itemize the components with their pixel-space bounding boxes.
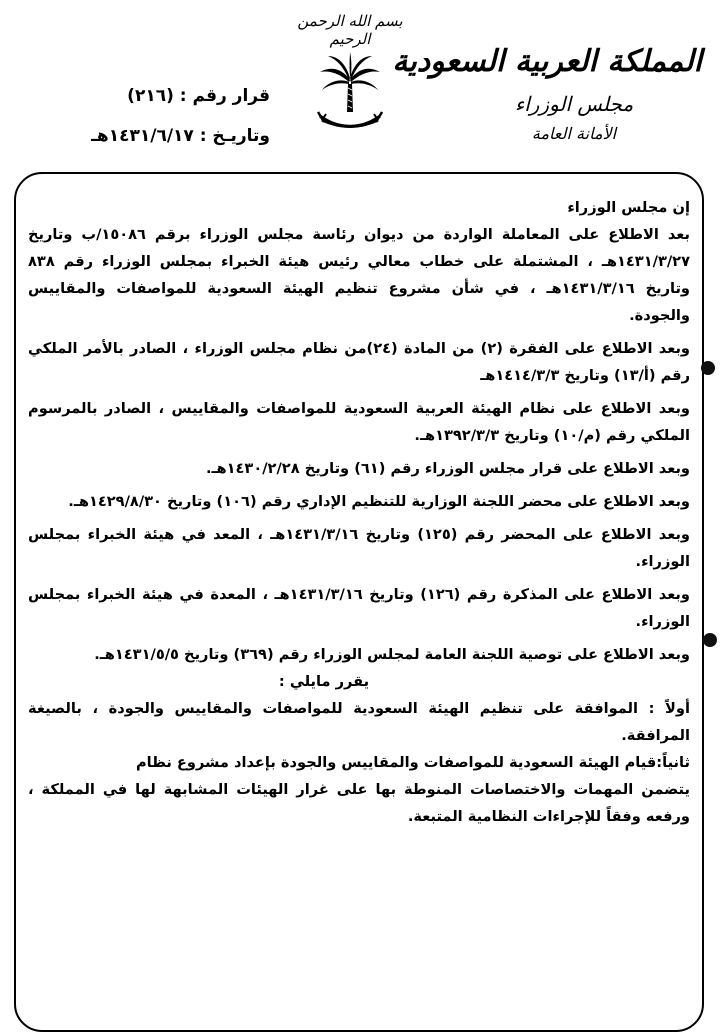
decision-date: وتاريـخ : ١٤٣١/٦/١٧هـ: [91, 126, 270, 146]
opening-line: إن مجلس الوزراء: [567, 199, 690, 216]
secretariat-title: الأمانة العامة: [531, 124, 617, 143]
council-title: مجلس الوزراء: [514, 92, 634, 116]
clause-second: ثانياً:قيام الهيئة السعودية للمواصفات والمقاييس والجودة بإعداد مشروع نظام: [135, 754, 690, 771]
paragraph: بعد الاطلاع على المعاملة الواردة من ديوان رئاسة مجلس الوزراء برقم ١٥٠٨٦/ب وتاريخ ١٤٣١/٣/٢٧هـ ، المشتملة على خطاب معالي رئيس هيئة الخبراء بمجلس الوزراء رقم ٨٣٨ وتاريخ ١٤٣١/٣/١٦هـ ، في شأن مشروع تنظيم الهيئة السعودية للمواصفات والمقاييس والجودة.: [28, 226, 690, 324]
paragraph: وبعد الاطلاع على الفقرة (٢) من المادة (٢٤)من نظام مجلس الوزراء ، الصادر بالأمر الملكي رقم (أ/١٣) وتاريخ ١٤١٤/٣/٣هـ: [28, 340, 690, 384]
paragraph: وبعد الاطلاع على المذكرة رقم (١٢٦) وتاريخ ١٤٣١/٣/١٦هـ ، المعدة في هيئة الخبراء بمجلس الوزراء.: [28, 586, 690, 630]
decision-number: قرار رقم : (٢١٦): [127, 86, 270, 106]
saudi-emblem-icon: [312, 50, 388, 136]
paragraph: وبعد الاطلاع على المحضر رقم (١٢٥) وتاريخ ١٤٣١/٣/١٦هـ ، المعد في هيئة الخبراء بمجلس الوزراء.: [28, 526, 691, 570]
bismillah-heading: بسم الله الرحمن الرحيم: [297, 12, 403, 48]
punch-hole: [701, 361, 715, 375]
resolves-heading: يقرر مايلي :: [278, 673, 370, 690]
clause-second-continued: يتضمن المهمات والاختصاصات المنوطة بها على غرار الهيئات المشابهة لها في المملكة ، ورفعه وفقاً للإجراءات النظامية المتبعة.: [28, 781, 690, 825]
paragraph: وبعد الاطلاع على توصية اللجنة العامة لمجلس الوزراء رقم (٣٦٩) وتاريخ ١٤٣١/٥/٥هـ.: [94, 646, 690, 663]
paragraph: وبعد الاطلاع على قرار مجلس الوزراء رقم (٦١) وتاريخ ١٤٣٠/٢/٢٨هـ.: [205, 460, 690, 477]
clause-first: أولاً : الموافقة على تنظيم الهيئة السعودية للمواصفات والمقاييس والجودة ، بالصيغة المرافقة.: [28, 700, 690, 744]
paragraph: وبعد الاطلاع على محضر اللجنة الوزارية للتنظيم الإداري رقم (١٠٦) وتاريخ ١٤٢٩/٨/٣٠هـ.: [68, 493, 690, 510]
decision-body: [28, 194, 690, 830]
paragraph: وبعد الاطلاع على نظام الهيئة العربية السعودية للمواصفات والمقاييس ، الصادر بالمرسوم الملكي رقم (م/١٠) وتاريخ ١٣٩٢/٣/٣هـ.: [28, 400, 690, 444]
kingdom-title: المملكة العربية السعودية: [392, 44, 702, 79]
punch-hole: [703, 633, 717, 647]
